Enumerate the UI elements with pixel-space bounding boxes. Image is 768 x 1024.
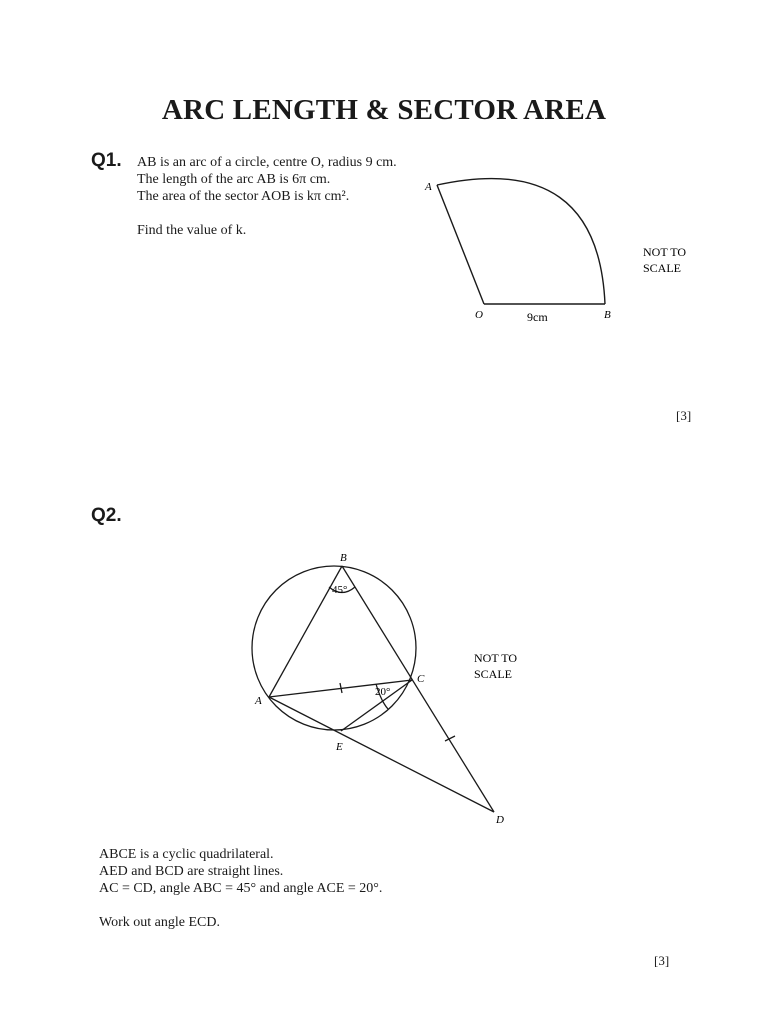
q2-line-3: AC = CD, angle ABC = 45° and angle ACE = 20°.: [99, 881, 383, 896]
q1-number: Q1.: [91, 150, 122, 171]
q2-angle-ace: 20°: [375, 686, 391, 698]
q1-label-b: B: [604, 309, 611, 321]
q1-line-1: AB is an arc of a circle, centre O, radius 9 cm.: [137, 155, 397, 170]
q2-marks: [3]: [654, 953, 670, 968]
q2-text: [99, 846, 382, 931]
q1-note-line2: SCALE: [643, 261, 682, 275]
q2-line-2: AED and BCD are straight lines.: [99, 864, 284, 879]
q1-line-3: The area of the sector AOB is kπ cm².: [137, 189, 350, 204]
q1-instruction: Find the value of k.: [137, 223, 247, 238]
q2-label-b: B: [340, 552, 347, 564]
q2-label-d: D: [496, 814, 504, 826]
page-title: ARC LENGTH & SECTOR AREA: [161, 94, 607, 126]
q2-angle-abc: 45°: [332, 584, 348, 596]
q2-label-a: A: [255, 695, 262, 707]
q1-label-o: O: [475, 309, 483, 321]
q2-label-c: C: [417, 673, 425, 685]
q1-marks: [3]: [676, 408, 692, 423]
q1-line-2: The length of the arc AB is 6π cm.: [137, 172, 331, 187]
q1-note-line1: NOT TO: [643, 245, 687, 259]
q2-line-1: ABCE is a cyclic quadrilateral.: [99, 847, 274, 862]
q2-label-e: E: [336, 741, 343, 753]
q1-label-a: A: [425, 181, 432, 193]
q2-number: Q2.: [91, 505, 122, 526]
q2-note-line2: SCALE: [474, 667, 513, 681]
q2-instruction: Work out angle ECD.: [99, 915, 220, 930]
q2-line-bcd: [342, 566, 494, 812]
q1-radius-label: 9cm: [527, 310, 548, 324]
q2-note-line1: NOT TO: [474, 651, 518, 665]
